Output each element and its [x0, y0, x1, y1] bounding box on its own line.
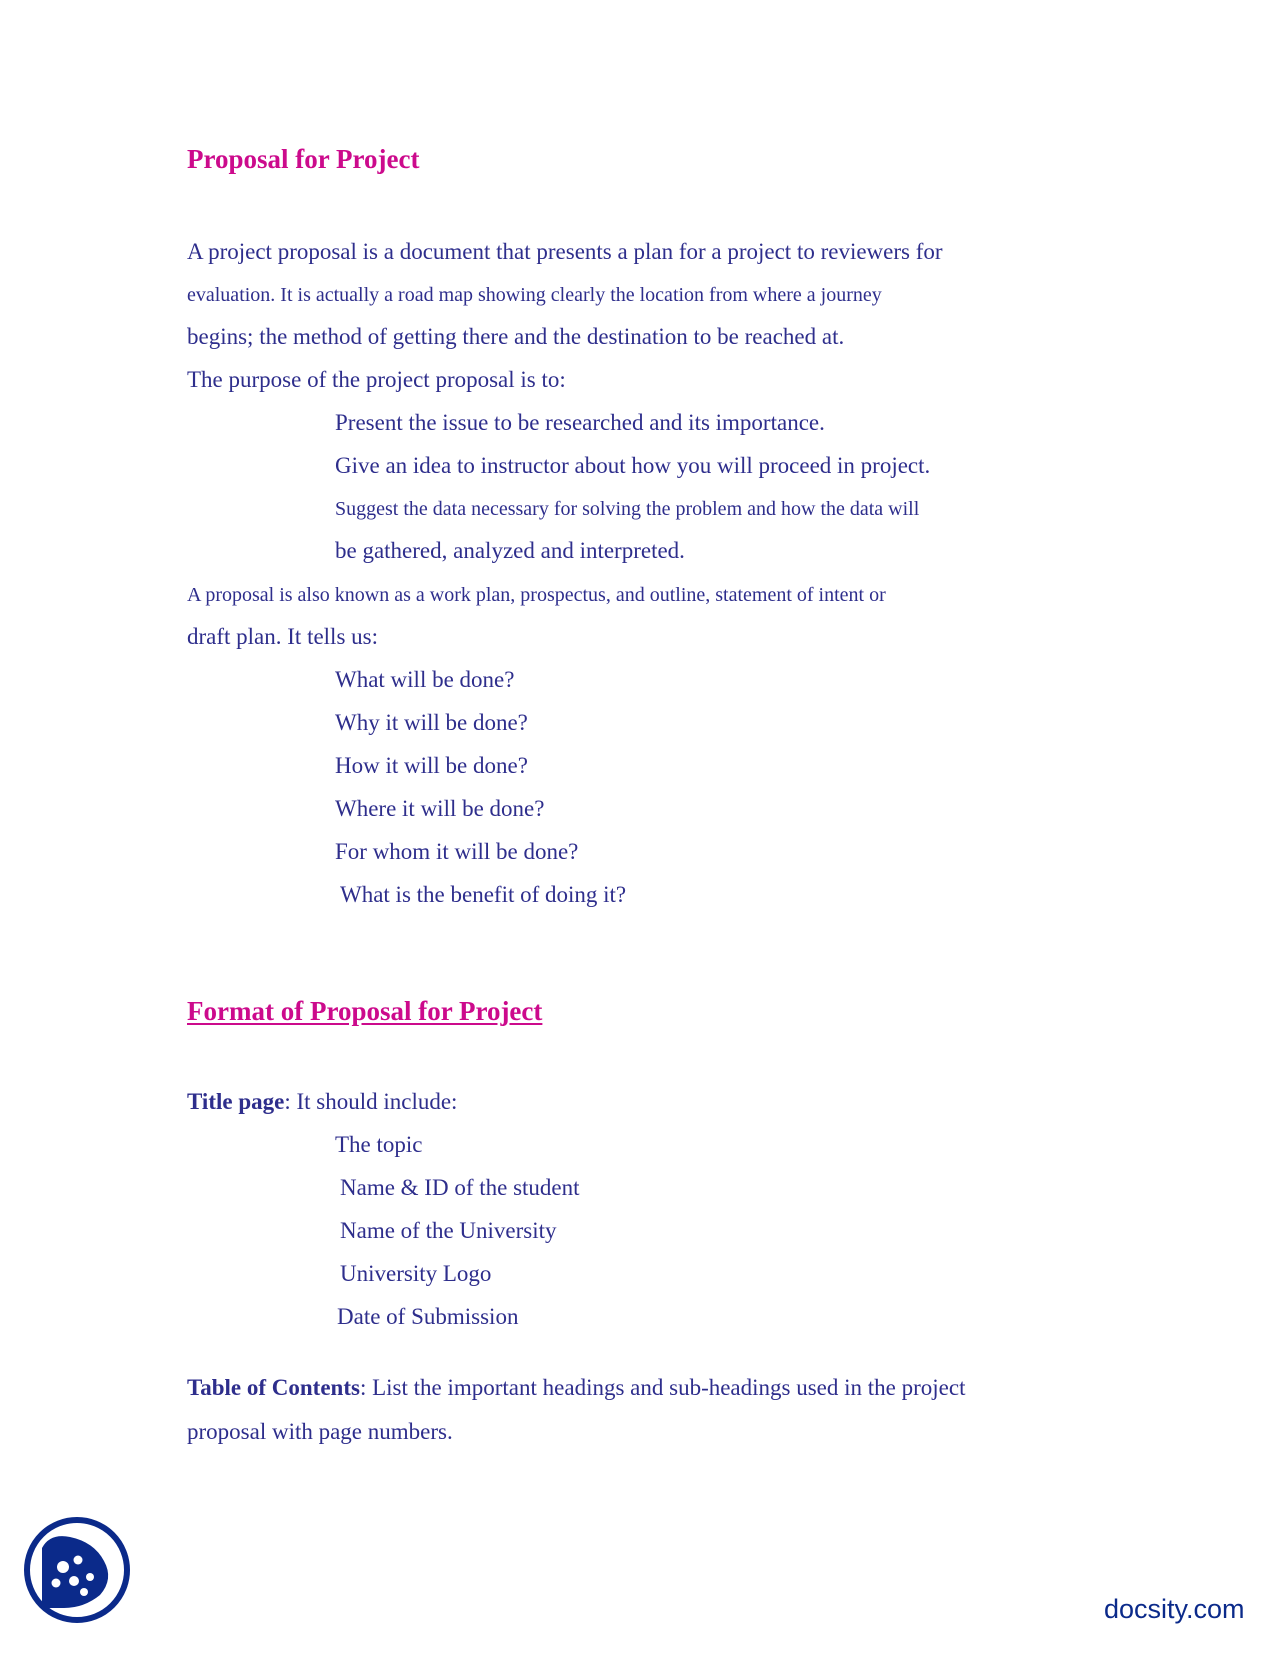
question-item: Where it will be done?	[335, 796, 545, 821]
title-page-item: Name of the University	[340, 1218, 557, 1243]
title-page-item: The topic	[335, 1132, 423, 1157]
title-page-colon: :	[284, 1089, 291, 1114]
toc-text: List the important headings and sub-headings used in the project	[366, 1375, 966, 1400]
page-title: Proposal for Project	[187, 144, 420, 174]
toc-line-1	[187, 1373, 966, 1403]
docsity-logo-icon	[22, 1515, 132, 1625]
intro-line-2: evaluation. It is actually a road map showing clearly the location from where a journey	[187, 284, 882, 306]
known-as-line-2: draft plan. It tells us:	[187, 624, 378, 649]
title-page-item: Date of Submission	[337, 1304, 519, 1329]
title-page-label: Title page	[187, 1089, 285, 1114]
title-page-item: Name & ID of the student	[340, 1175, 580, 1200]
intro-line-3: begins; the method of getting there and the destination to be reached at.	[187, 324, 845, 349]
question-item: For whom it will be done?	[335, 839, 579, 864]
toc-label: Table of Contents	[187, 1375, 360, 1400]
purpose-item-3b: be gathered, analyzed and interpreted.	[335, 538, 685, 563]
toc-colon: :	[359, 1375, 367, 1400]
title-page-text: It should include:	[290, 1089, 458, 1114]
question-item: Why it will be done?	[335, 710, 528, 735]
purpose-item-3a: Suggest the data necessary for solving the problem and how the data will	[335, 498, 920, 520]
question-item: What will be done?	[335, 667, 515, 692]
section-heading-format: Format of Proposal for Project	[187, 996, 543, 1026]
toc-line-2: proposal with page numbers.	[187, 1419, 453, 1444]
purpose-intro: The purpose of the project proposal is to:	[187, 367, 566, 392]
purpose-item-1: Present the issue to be researched and its importance.	[335, 410, 825, 435]
title-page-line	[187, 1087, 457, 1117]
question-item: What is the benefit of doing it?	[340, 882, 627, 907]
question-item: How it will be done?	[335, 753, 528, 778]
purpose-item-2: Give an idea to instructor about how you will proceed in project.	[335, 453, 931, 478]
title-page-item: University Logo	[340, 1261, 492, 1286]
known-as-line-1: A proposal is also known as a work plan, prospectus, and outline, statement of intent or	[187, 584, 886, 606]
footer-brand: docsity.com	[1104, 1594, 1245, 1624]
intro-line-1: A project proposal is a document that presents a plan for a project to reviewers for	[187, 239, 943, 264]
